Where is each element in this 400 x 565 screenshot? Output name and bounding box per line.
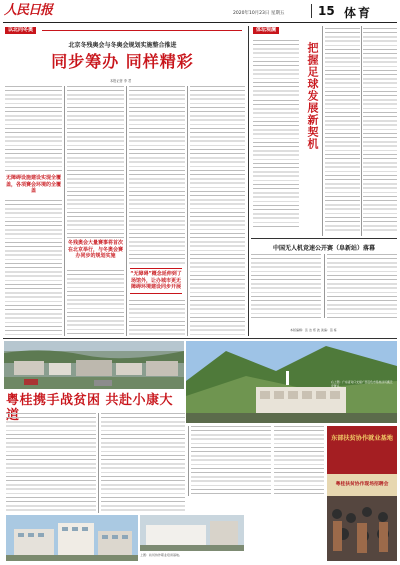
- feature-body-c: [191, 426, 271, 494]
- feature-body-d: [274, 426, 324, 494]
- job-fair-sign: 东部扶贫协作就业基地: [331, 435, 393, 442]
- column-tag: 以北向冬奥: [5, 27, 36, 34]
- masthead: [0, 0, 400, 24]
- article-body-col-3b: [129, 300, 185, 336]
- drone-headline: 中国无人机竞速公开赛（阜新站）落幕: [272, 245, 375, 252]
- photo-workshop: [140, 515, 244, 551]
- job-fair-banner: 粤桂扶贫协作现场招聘会: [335, 482, 389, 487]
- section-divider: [248, 26, 249, 336]
- drone-body-b: [327, 254, 397, 318]
- col-divider: [98, 413, 99, 513]
- photo-mountain-settlement: [186, 341, 397, 423]
- page-editors: 本版编辑：张 洁 郑 波 美编：苗 栋: [290, 328, 337, 332]
- drone-body-a: [251, 254, 321, 318]
- right-body-a: [253, 100, 299, 230]
- mid-right-rule: [251, 238, 397, 239]
- article-body-col-4: [190, 86, 245, 336]
- col-divider: [322, 26, 323, 236]
- article-body-col-1b: [5, 200, 62, 335]
- article-body-col-2: [67, 86, 124, 238]
- masthead-rule: [3, 22, 397, 23]
- feature-body-a: [6, 413, 96, 513]
- page-number: 15: [318, 4, 335, 18]
- article-subhead-1: 无障碍设施建设实现全覆盖，各项赛会环境的全覆盖: [5, 175, 61, 194]
- col-divider: [361, 26, 362, 236]
- column-tag-rule: [42, 30, 242, 31]
- article-body-col-2b: [67, 270, 124, 336]
- col-divider: [126, 86, 127, 336]
- masthead-date: 2020年10月23日 星期五: [233, 11, 285, 16]
- article-subhead-2: 冬残奥会大量赛事将首次在北京举行，与冬奥会赛办同步的规划实施: [67, 240, 123, 259]
- photo-training-building: [6, 515, 138, 561]
- col-divider: [188, 426, 189, 496]
- masthead-section-bar: [311, 4, 312, 18]
- feature-headline: 粤桂携手战贫困 共赴小康大道: [6, 393, 174, 423]
- article-subhead-3: “无障碍”概念延伸到了场馆外，让办城市更无障碍环境建设同步开展: [130, 268, 182, 294]
- col-divider: [64, 86, 65, 336]
- feature-body-b: [101, 413, 185, 513]
- masthead-logo: 人民日报: [4, 3, 53, 18]
- photo-caption-bottom: 上图：扶贫协作职业培训基地。: [140, 553, 183, 557]
- right-lead-text: [253, 40, 299, 98]
- article-byline: 本报记者 李 君: [110, 79, 132, 83]
- article-kicker: 北京冬残奥会与冬奥会规划实施整合推进: [68, 42, 177, 49]
- right-column-tag: 体坛观澜: [253, 27, 279, 34]
- right-headline: 把握足球发展新契机: [306, 42, 319, 150]
- section-title: 体育: [344, 6, 373, 20]
- right-body-b: [325, 28, 360, 233]
- photo-job-fair: [327, 426, 397, 561]
- photo-caption-right: 右上图：广东省对口支援广西百色市易地扶贫搬迁安置点。: [331, 380, 393, 388]
- article-headline: 同步筹办 同样精彩: [51, 52, 194, 71]
- col-divider: [187, 86, 188, 336]
- lower-section-rule: [3, 338, 397, 339]
- col-divider: [324, 254, 325, 318]
- right-body-c: [363, 28, 397, 233]
- article-body-col-1: [5, 86, 62, 174]
- article-body-col-3: [129, 86, 185, 266]
- photo-aerial-town: [4, 341, 184, 389]
